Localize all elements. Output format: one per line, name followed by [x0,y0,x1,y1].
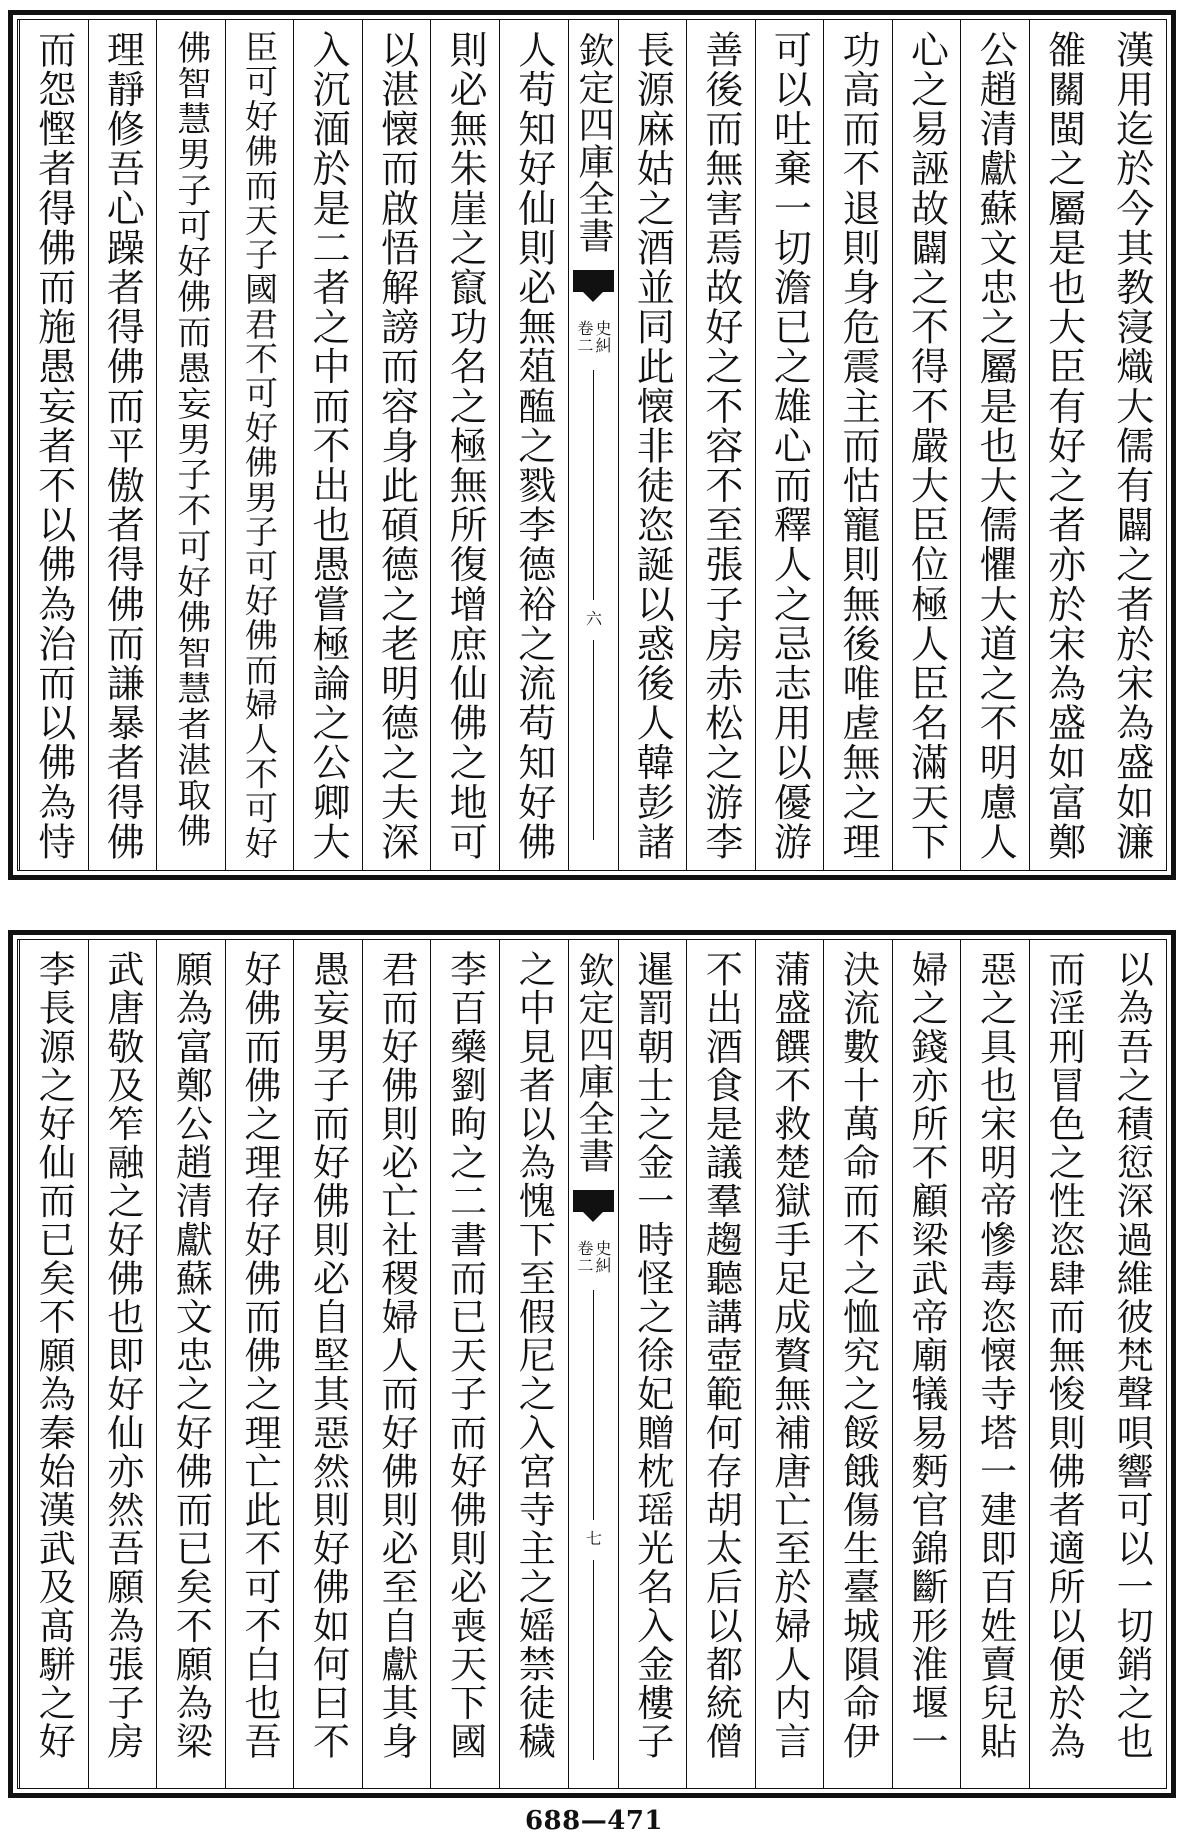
column-text: 入沉湎於是二者之中而不出也愚嘗極論之公卿大 [306,30,351,862]
center-fold [568,20,618,870]
fold-line [593,1560,594,1760]
text-column [499,940,568,1788]
column-text: 婦之錢亦所不顧梁武帝廟犠易麪官錦斷形淮堰一 [905,950,949,1761]
text-column [618,20,687,870]
text-column [686,20,755,870]
text-column [1097,20,1166,870]
column-text: 理靜修吾心躁者得佛而平傲者得佛而謙暴者得佛 [100,30,145,862]
column-text: 而淫刑冒色之性恣肆而無悛則佛者適所以便於為 [1042,950,1086,1761]
text-column [430,940,499,1788]
column-text: 善後而無害焉故好之不容不至張子房赤松之游李 [698,30,743,862]
text-column [293,940,362,1788]
text-column [1097,940,1166,1788]
column-text: 長源麻姑之酒並同此懐非徒恣誕以惑後人韓彭諸 [630,30,675,862]
page-top-frame [17,19,1167,871]
column-text: 愚妄男子而好佛則必自堅其惡然則好佛如何曰不 [306,950,350,1761]
text-column [686,940,755,1788]
page-top [8,10,1176,880]
footer-code: 688—471 [524,1806,664,1836]
section-title: 史糾 [593,320,612,354]
text-column [293,20,362,870]
page-number: 六 [583,610,603,626]
page-bottom-frame [17,939,1167,1789]
column-text: 武唐敬及笮融之好佛也即好仙亦然吾願為張子房 [100,950,144,1761]
column-text: 而怨慳者得佛而施愚妄者不以佛為治而以佛為恃 [31,30,76,862]
text-column [823,20,892,870]
column-text: 雒關閩之屬是也大臣有好之者亦於宋為盛如富鄭 [1041,30,1086,862]
text-column [755,20,824,870]
column-text: 人苟知好仙則必無葅醢之戮李德裕之流苟知好佛 [511,30,556,862]
text-column [362,20,431,870]
column-text: 李百藥劉昫之二書而已天子而好佛則必喪天下國 [443,950,487,1761]
column-text: 願為富鄭公趙清獻蘇文忠之好佛而已矣不願為梁 [169,950,213,1761]
column-text: 佛智慧男子可好佛而愚妄男子不可好佛智慧者湛取佛 [170,30,211,849]
column-text: 蒲盛饌不救楚獄手足成贅無補唐亡至於婦人内言 [767,950,811,1761]
text-column [88,940,157,1788]
volume-label: 卷二 [575,1240,594,1274]
column-text: 好佛而佛之理存好佛而佛之理亡此不可不白也吾 [237,950,281,1761]
column-text: 可以吐棄一切澹已之雄心而釋人之忌志用以優游 [767,30,812,862]
text-column [156,940,225,1788]
text-column [960,940,1029,1788]
text-column [1029,20,1098,870]
column-text: 公趙清獻蘇文忠之屬是也大儒懼大道之不明慮人 [973,30,1018,862]
text-column [225,20,294,870]
section-label [569,320,618,354]
center-fold [568,940,618,1788]
column-text: 以湛懐而啟悟解謗而容身此碩德之老明德之夫深 [374,30,419,862]
text-column [19,20,88,870]
column-text: 惡之具也宋明帝慘毒恣懐寺塔一建即百姓賣兒貼 [973,950,1017,1761]
section-title: 史糾 [593,1240,612,1274]
text-column [225,940,294,1788]
column-text: 暹罰朝士之金一時怪之徐妃贈枕瑶光名入金樓子 [630,950,674,1761]
text-column [755,940,824,1788]
column-text: 功高而不退則身危震主而怙寵則無後唯虗無之理 [835,30,880,862]
book-title: 欽定四庫全書 [573,952,614,1174]
book-title: 欽定四庫全書 [573,32,614,254]
fold-line [593,640,594,840]
text-column [960,20,1029,870]
fishtail-mark-icon [573,270,614,292]
page-bottom [8,930,1176,1798]
column-text: 以為吾之積愆深過維彼梵聲唄響可以一切銷之也 [1110,950,1154,1761]
text-column [362,940,431,1788]
fold-line [593,370,594,600]
column-text: 不出酒食是議羣趨聽講壺範何存胡太后以都統僧 [699,950,743,1761]
column-text: 之中見者以為愧下至假尼之入宮寺主之媱禁徒穢 [512,950,556,1761]
column-text: 李長源之好仙而已矣不願為秦始漢武及髙駢之好 [32,950,76,1761]
text-column [892,20,961,870]
column-text: 心之易誣故闢之不得不嚴大臣位極人臣名滿天下 [904,30,949,862]
column-text: 臣可好佛而天子國君不可好佛男子可好佛而婦人不可好 [239,30,279,861]
text-column [19,940,88,1788]
text-column [156,20,225,870]
volume-label: 卷二 [575,320,594,354]
text-column [430,20,499,870]
fold-line [593,1290,594,1520]
page-top-columns [18,20,1166,870]
column-text: 決流數十萬命而不之恤究之餒餓傷生臺城隕命伊 [836,950,880,1761]
text-column [892,940,961,1788]
text-column [1029,940,1098,1788]
page-bottom-columns [18,940,1166,1788]
text-column [823,940,892,1788]
text-column [618,940,687,1788]
text-column [88,20,157,870]
section-label [569,1240,618,1274]
text-column [499,20,568,870]
column-text: 君而好佛則必亡社稷婦人而好佛則必至自獻其身 [375,950,419,1761]
column-text: 則必無朱崖之竄功名之極無所復增庶仙佛之地可 [443,30,488,862]
page-number: 七 [583,1530,603,1546]
column-text: 漢用迄於今其教寖熾大儒有闢之者於宋為盛如濂 [1109,30,1154,862]
fishtail-mark-icon [573,1190,614,1212]
